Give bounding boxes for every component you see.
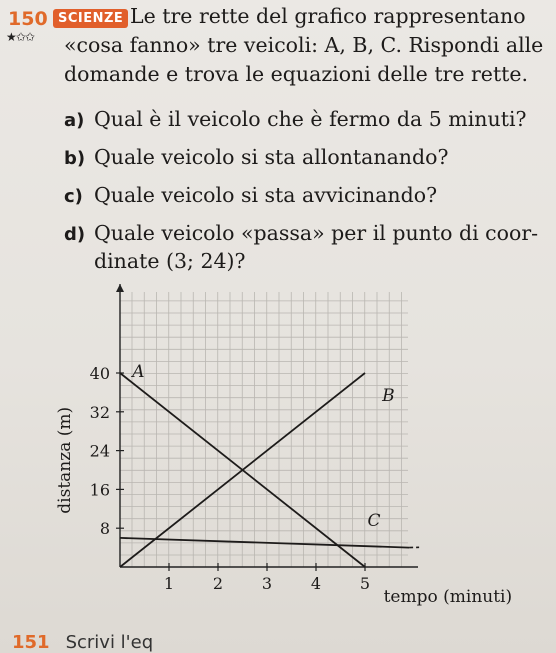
question-a — [64, 105, 527, 135]
next-exercise-text: Scrivi l'eq — [65, 632, 154, 653]
distance-time-chart — [40, 282, 550, 632]
x-tick-label: 1 — [163, 574, 175, 593]
question-label: a) — [64, 110, 85, 131]
question-text: Quale veicolo si sta allontanando? — [94, 145, 449, 169]
intro-line-2: «cosa fanno» tre veicoli: A, B, C. Rispondi alle — [64, 33, 544, 57]
x-tick-label: 4 — [310, 574, 322, 593]
y-axis-arrow-icon — [116, 284, 124, 292]
y-tick-label: 32 — [89, 402, 110, 422]
y-tick-label: 16 — [89, 480, 110, 500]
question-d — [64, 219, 538, 249]
question-label: b) — [64, 148, 86, 169]
series-label: C — [367, 510, 381, 531]
y-axis-label: distanza (m) — [55, 406, 75, 514]
next-exercise-number: 151 — [12, 632, 50, 653]
x-axis-label: tempo (minuti) — [383, 587, 513, 607]
chart-labels — [55, 362, 512, 607]
x-tick-label: 3 — [261, 574, 273, 593]
intro-line-3: domande e trova le equazioni delle tre rette. — [64, 62, 529, 86]
question-c — [64, 181, 437, 211]
chart-grid — [120, 292, 408, 567]
question-text: Qual è il veicolo che è fermo da 5 minuti? — [94, 107, 527, 131]
question-text: Quale veicolo si sta avvicinando? — [94, 183, 438, 207]
series-label: A — [132, 362, 145, 382]
question-text: Quale veicolo «passa» per il punto di coor- — [94, 221, 539, 245]
x-tick-label: 2 — [212, 574, 224, 593]
intro-line-1: Le tre rette del grafico rappresentano — [130, 4, 526, 28]
difficulty-stars-icon: ★✩✩ — [6, 30, 34, 44]
next-exercise — [12, 632, 153, 653]
question-b — [64, 143, 448, 173]
question-label: c) — [64, 186, 83, 207]
question-d-continuation: dinate (3; 24)? — [94, 249, 246, 273]
y-tick-label: 40 — [89, 364, 110, 383]
exercise-number: 150 — [8, 8, 48, 30]
question-label: d) — [64, 224, 86, 245]
series-label: B — [382, 386, 395, 406]
science-badge: SCIENZE — [53, 9, 128, 28]
x-tick-label: 5 — [359, 574, 371, 593]
y-tick-label: 24 — [89, 441, 110, 461]
y-tick-label: 8 — [99, 519, 110, 539]
